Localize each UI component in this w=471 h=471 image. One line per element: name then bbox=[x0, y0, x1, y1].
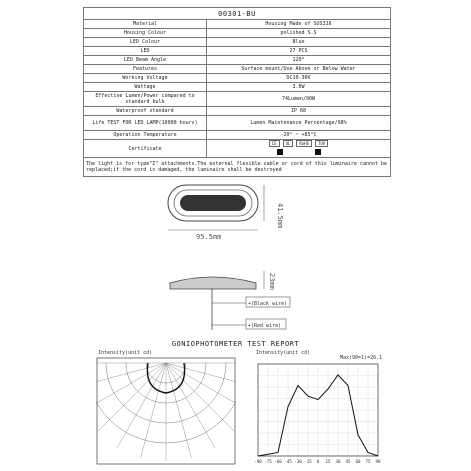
polar-chart-caption: Intensity(unit cd) bbox=[98, 350, 153, 356]
spec-row bbox=[84, 29, 391, 38]
spec-key: LED Beam Angle bbox=[84, 56, 207, 65]
spec-value: 120° bbox=[207, 56, 391, 65]
led-window bbox=[180, 195, 246, 211]
x-tick-label: 90 bbox=[375, 459, 381, 464]
spec-row bbox=[84, 131, 391, 140]
width-dim-label: 95.5mm bbox=[196, 233, 222, 241]
spec-key: Wattage bbox=[84, 83, 207, 92]
x-tick-label: -75 bbox=[264, 459, 272, 464]
spec-key: Life TEST FOR LED LAMP(10000 hours) bbox=[84, 116, 207, 131]
spec-value: Surface mount/Use Above or Below Water bbox=[207, 65, 391, 74]
spec-value: IP 68 bbox=[207, 107, 391, 116]
spec-key: Housing Colour bbox=[84, 29, 207, 38]
spec-value: 27 PCS bbox=[207, 47, 391, 56]
x-tick-label: 30 bbox=[335, 459, 341, 464]
spec-row bbox=[84, 107, 391, 116]
spec-row bbox=[84, 92, 391, 107]
spec-table bbox=[83, 7, 391, 177]
dimension-drawing bbox=[160, 175, 340, 340]
report-title: GONIOPHOTOMETER TEST REPORT bbox=[171, 340, 300, 348]
side-view-outline bbox=[170, 277, 256, 289]
certificate-badge: TUV bbox=[315, 140, 328, 147]
x-tick-label: 75 bbox=[365, 459, 371, 464]
spec-key: Features bbox=[84, 65, 207, 74]
spec-value: polished S.S bbox=[207, 29, 391, 38]
depth-dim-label: 23mm bbox=[268, 273, 276, 290]
spec-key: Working Voltage bbox=[84, 74, 207, 83]
certificate-badge: RoHS bbox=[296, 140, 312, 147]
x-tick-label: 60 bbox=[355, 459, 361, 464]
x-tick-label: -60 bbox=[274, 459, 282, 464]
x-tick-label: -30 bbox=[294, 459, 302, 464]
spec-value: DC10-30V bbox=[207, 74, 391, 83]
spec-row bbox=[84, 56, 391, 65]
spec-row bbox=[84, 65, 391, 74]
polar-spoke bbox=[166, 363, 235, 432]
x-tick-label: 45 bbox=[345, 459, 351, 464]
polar-spoke bbox=[117, 363, 166, 448]
spec-key: LED bbox=[84, 47, 207, 56]
polar-spoke bbox=[166, 363, 215, 448]
spec-key: Operation Temperature bbox=[84, 131, 207, 140]
polar-intensity-chart bbox=[96, 357, 236, 465]
polar-spoke bbox=[97, 363, 166, 432]
spec-value: Lumen Maintenance Percentage/98% bbox=[207, 116, 391, 131]
spec-row bbox=[84, 116, 391, 131]
polar-spoke bbox=[141, 363, 166, 458]
spec-row bbox=[84, 74, 391, 83]
certificate-mark-icon bbox=[315, 149, 321, 155]
red-wire-label: +(Red wire) bbox=[248, 323, 282, 329]
spec-value: Blue bbox=[207, 38, 391, 47]
spec-row bbox=[84, 20, 391, 29]
spec-value: 3.6W bbox=[207, 83, 391, 92]
x-tick-label: 15 bbox=[325, 459, 331, 464]
black-wire-label: +(Black wire) bbox=[248, 301, 288, 307]
spec-value: -20° ~ +85°C bbox=[207, 131, 391, 140]
spec-row bbox=[84, 38, 391, 47]
certificate-badges bbox=[209, 140, 388, 147]
polar-spoke bbox=[166, 363, 236, 388]
model-title: 00301-BU bbox=[84, 8, 391, 20]
line-chart-title: Intensity(unit cd) bbox=[256, 350, 311, 356]
spec-key: Waterproof standard bbox=[84, 107, 207, 116]
note-row bbox=[84, 158, 391, 177]
height-dim-label: 41.5mm bbox=[276, 203, 284, 229]
spec-key: LED Colour bbox=[84, 38, 207, 47]
x-tick-label: -90 bbox=[254, 459, 262, 464]
x-tick-label: 0 bbox=[316, 459, 320, 464]
spec-row bbox=[84, 47, 391, 56]
certificate-key: Certificate bbox=[84, 140, 207, 158]
x-tick-label: -15 bbox=[304, 459, 312, 464]
spec-key: Material bbox=[84, 20, 207, 29]
certificate-mark-icon bbox=[277, 149, 283, 155]
polar-spoke bbox=[166, 363, 191, 458]
line-chart-corner-note: Max(90=1)=26.1 bbox=[340, 355, 383, 361]
line-intensity-chart bbox=[250, 358, 385, 470]
certificate-badge: UL bbox=[283, 140, 294, 147]
cable-note: The light is for type"Z" attachments.The external flexible cable or cord of this luminaire cannot be replaced;if the cord is damaged, the luminaire shall be destroyed bbox=[84, 158, 391, 177]
certificate-marks bbox=[209, 147, 388, 157]
spec-key: Effective Lumen/Power compared to standard bulb bbox=[84, 92, 207, 107]
spec-value: Housing Made of SUS316 bbox=[207, 20, 391, 29]
certificate-row bbox=[84, 140, 391, 158]
certificate-badge: CE bbox=[269, 140, 280, 147]
x-tick-label: -45 bbox=[284, 459, 292, 464]
certificate-value bbox=[207, 140, 391, 158]
spec-row bbox=[84, 83, 391, 92]
polar-spoke bbox=[96, 363, 166, 388]
spec-value: 74Lumen/90W bbox=[207, 92, 391, 107]
